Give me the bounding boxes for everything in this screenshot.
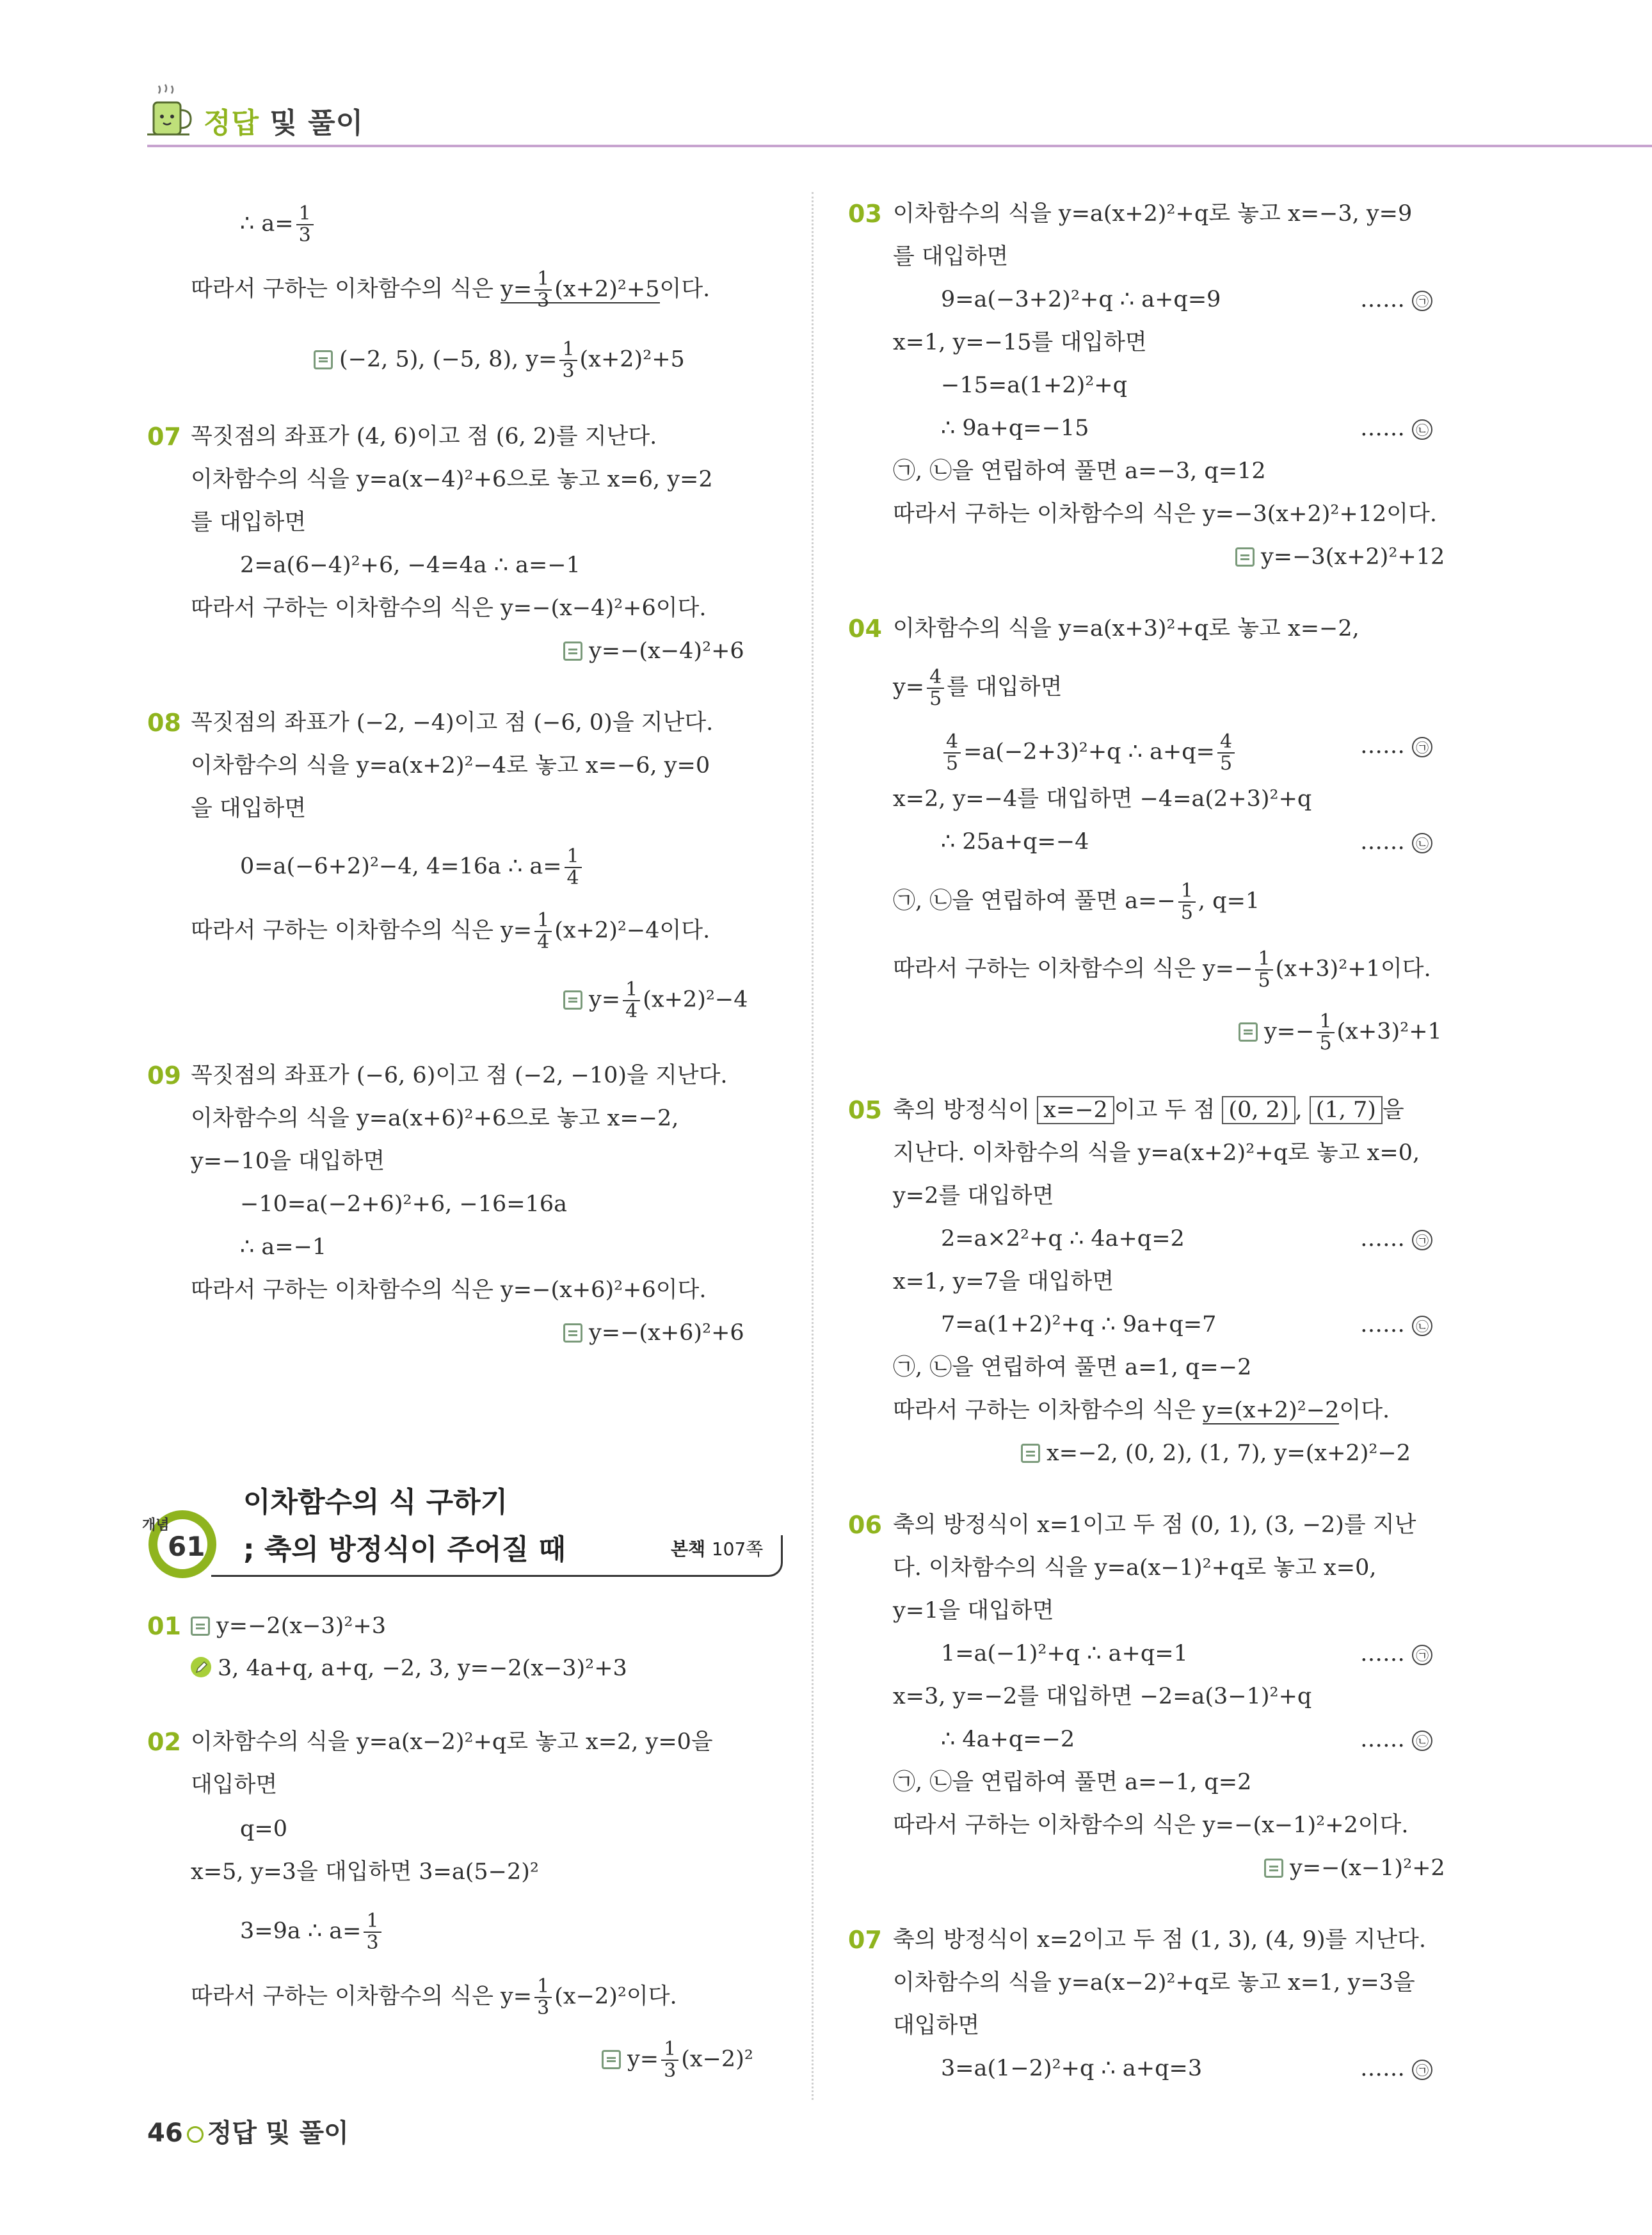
text-line: 축의 방정식이 x=1이고 두 점 (0, 1), (3, −2)를 지난: [893, 1512, 1416, 1538]
text-line: 축의 방정식이 x=2이고 두 점 (1, 3), (4, 9)를 지난다.: [893, 1927, 1426, 1953]
equation-marker: …… ㉠: [1360, 2054, 1432, 2083]
fill-in-note: 3, 4a+q, a+q, −2, 3, y=−2(x−3)²+3: [191, 1654, 627, 1682]
text-line: 이차함수의 식을 y=a(x+2)²−4로 놓고 x=−6, y=0: [191, 753, 710, 779]
fill-box: (0, 2): [1222, 1096, 1295, 1124]
equation-marker: …… ㉡: [1360, 1311, 1432, 1339]
answer-p08: y= $\frac{1}{4}$ (x+2)²−4: [563, 980, 748, 1022]
cont-line-1: ∴ a= $\frac{1}{3}$: [240, 204, 316, 246]
equation-line: ∴ 25a+q=−4: [941, 829, 1089, 855]
pencil-icon: [191, 1657, 211, 1677]
text-line: 지난다. 이차함수의 식을 y=a(x+2)²+q로 놓고 x=0,: [893, 1140, 1420, 1166]
equation-marker: …… ㉠: [1360, 286, 1432, 314]
problem-number: 03: [848, 200, 882, 228]
answer-p05: x=−2, (0, 2), (1, 7), y=(x+2)²−2: [1021, 1439, 1411, 1467]
answer-p07: y=−(x−4)²+6: [563, 637, 744, 665]
text-line: 축의 방정식이 x=−2 이고 두 점 (0, 2) , (1, 7) 을: [893, 1097, 1404, 1123]
page-header-title: 정답 및 풀이: [204, 107, 364, 140]
equation-line: ∴ 9a+q=−15: [941, 416, 1089, 441]
text-line: 따라서 구하는 이차함수의 식은 y=−(x−4)²+6이다.: [191, 595, 707, 621]
problem-number: 09: [147, 1061, 181, 1090]
text-line: ㉠, ㉡을 연립하여 풀면 a=1, q=−2: [893, 1355, 1252, 1380]
fill-box: (1, 7): [1310, 1096, 1383, 1124]
text-line: 따라서 구하는 이차함수의 식은 y=(x+2)²−2이다.: [893, 1398, 1390, 1423]
text-line: 이차함수의 식을 y=a(x+6)²+6으로 놓고 x=−2,: [191, 1106, 679, 1131]
text-line: x=1, y=−15를 대입하면: [893, 330, 1147, 355]
problem-number: 06: [848, 1511, 882, 1539]
answer-p04: y=− $\frac{1}{5}$ (x+3)²+1: [1239, 1012, 1442, 1054]
equation-line: $\frac{4}{5}$ =a(−2+3)²+q ∴ a+q= $\frac{4}{5}$: [941, 732, 1237, 774]
text-line: y=1을 대입하면: [893, 1598, 1054, 1624]
text-line: 따라서 구하는 이차함수의 식은 y=−(x−1)²+2이다.: [893, 1812, 1409, 1838]
answer-icon: [1264, 1859, 1283, 1878]
page-footer: [147, 2113, 349, 2149]
equation-marker: …… ㉠: [1360, 1640, 1432, 1668]
problem-number: 07: [848, 1926, 882, 1954]
equation-line: 3=9a ∴ a= $\frac{1}{3}$: [240, 1911, 384, 1953]
cont-line-2: 따라서 구하는 이차함수의 식은 y= $\frac{1}{3}$ (x+2)²+5이다.: [191, 268, 710, 312]
equation-line: ∴ a=−1: [240, 1234, 327, 1260]
equation-marker: …… ㉠: [1360, 732, 1432, 760]
text-line: 꼭짓점의 좌표가 (4, 6)이고 점 (6, 2)를 지난다.: [191, 424, 657, 449]
text-line: 따라서 구하는 이차함수의 식은 y=−(x+6)²+6이다.: [191, 1277, 707, 1303]
problem-number: 02: [147, 1728, 181, 1756]
text-line: 따라서 구하는 이차함수의 식은 y= $\frac{1}{4}$ (x+2)²−4이다.: [191, 909, 710, 953]
answer-icon: [563, 1323, 582, 1343]
answer-p09: y=−(x+6)²+6: [563, 1319, 744, 1347]
text-line: 이차함수의 식을 y=a(x+2)²+q로 놓고 x=−3, y=9: [893, 201, 1413, 227]
text-line: 따라서 구하는 이차함수의 식은 y= $\frac{1}{3}$ (x−2)²이다.: [191, 1975, 677, 2019]
text-line: 이차함수의 식을 y=a(x−4)²+6으로 놓고 x=6, y=2: [191, 467, 713, 492]
equation-line: 2=a(6−4)²+6, −4=4a ∴ a=−1: [240, 553, 581, 578]
text-line: x=5, y=3을 대입하면 3=a(5−2)²: [191, 1859, 539, 1885]
answer-icon: [191, 1617, 210, 1636]
problem-number: 01: [147, 1612, 181, 1640]
equation-line: −15=a(1+2)²+q: [941, 373, 1127, 398]
section-badge-number: 61: [168, 1531, 205, 1562]
text-line: 따라서 구하는 이차함수의 식은 y=− $\frac{1}{5}$ (x+3)²+1이다.: [893, 948, 1431, 992]
answer-icon: [1239, 1022, 1258, 1042]
equation-marker: …… ㉡: [1360, 828, 1432, 856]
footer-label: 정답 및 풀이: [207, 2118, 349, 2148]
answer-icon: [1235, 547, 1255, 567]
answer-icon: [1021, 1444, 1040, 1463]
equation-line: ∴ 4a+q=−2: [941, 1727, 1075, 1752]
text-line: 이차함수의 식을 y=a(x−2)²+q로 놓고 x=1, y=3을: [893, 1970, 1415, 1996]
text-line: x=1, y=7을 대입하면: [893, 1269, 1114, 1295]
text-line: 대입하면: [893, 2013, 980, 2038]
section-title: 이차함수의 식 구하기: [243, 1486, 508, 1519]
equation-marker: …… ㉡: [1360, 414, 1432, 442]
text-line: 따라서 구하는 이차함수의 식은 y=−3(x+2)²+12이다.: [893, 501, 1438, 527]
fill-box: x=−2: [1037, 1096, 1114, 1124]
equation-line: 1=a(−1)²+q ∴ a+q=1: [941, 1641, 1188, 1666]
equation-line: 2=a×2²+q ∴ 4a+q=2: [941, 1226, 1185, 1252]
problem-number: 07: [147, 423, 181, 451]
section-page-ref: 본책 107쪽: [671, 1538, 764, 1560]
text-line: 이차함수의 식을 y=a(x−2)²+q로 놓고 x=2, y=0을: [191, 1729, 713, 1755]
text-line: 을 대입하면: [191, 796, 307, 821]
answer-icon: [563, 641, 582, 661]
page-number: 46: [147, 2118, 183, 2148]
text-line: x=3, y=−2를 대입하면 −2=a(3−1)²+q: [893, 1684, 1312, 1709]
text-line: y=−10을 대입하면: [191, 1149, 385, 1174]
section-badge-label: 개념: [142, 1517, 170, 1533]
text-line: ㉠, ㉡을 연립하여 풀면 a=− $\frac{1}{5}$ , q=1: [893, 880, 1260, 924]
equation-line: 0=a(−6+2)²−4, 4=16a ∴ a= $\frac{1}{4}$: [240, 846, 584, 889]
text-line: 이차함수의 식을 y=a(x+3)²+q로 놓고 x=−2,: [893, 616, 1359, 641]
answer-icon: [563, 990, 582, 1010]
mug-logo-icon: [145, 81, 196, 145]
text-line: 를 대입하면: [893, 244, 1009, 270]
text-line: x=2, y=−4를 대입하면 −4=a(2+3)²+q: [893, 786, 1312, 812]
section-badge: [142, 1508, 218, 1578]
answer-p02: y= $\frac{1}{3}$ (x−2)²: [602, 2039, 753, 2081]
header-divider: [147, 145, 1652, 147]
problem-number: 04: [848, 615, 882, 643]
answer-icon: [602, 2050, 621, 2069]
text-line: 대입하면: [191, 1772, 278, 1798]
text-line: 꼭짓점의 좌표가 (−6, 6)이고 점 (−2, −10)을 지난다.: [191, 1063, 728, 1088]
text-line: ㉠, ㉡을 연립하여 풀면 a=−3, q=12: [893, 458, 1266, 484]
text-line: 다. 이차함수의 식을 y=a(x−1)²+q로 놓고 x=0,: [893, 1555, 1377, 1581]
text-line: 를 대입하면: [191, 510, 307, 535]
answer-p03: y=−3(x+2)²+12: [1235, 543, 1445, 571]
text-line: y=2를 대입하면: [893, 1183, 1054, 1209]
equation-marker: …… ㉠: [1360, 1225, 1432, 1253]
answer-p01: y=−2(x−3)²+3: [191, 1612, 386, 1640]
fraction: $\frac{1}{3}$: [296, 204, 314, 246]
answer-icon: [314, 350, 333, 369]
problem-number: 08: [147, 709, 181, 737]
text-line: y= $\frac{4}{5}$ 를 대입하면: [893, 666, 1063, 710]
equation-line: 9=a(−3+2)²+q ∴ a+q=9: [941, 287, 1221, 312]
equation-line: q=0: [240, 1816, 287, 1842]
footer-dot-icon: [187, 2126, 204, 2143]
equation-line: 3=a(1−2)²+q ∴ a+q=3: [941, 2056, 1203, 2081]
problem-number: 05: [848, 1096, 882, 1124]
section-subtitle: ; 축의 방정식이 주어질 때: [243, 1533, 566, 1566]
equation-line: 7=a(1+2)²+q ∴ 9a+q=7: [941, 1312, 1217, 1337]
text-line: ㉠, ㉡을 연립하여 풀면 a=−1, q=2: [893, 1770, 1252, 1795]
answer-p06: y=−(x−1)²+2: [1264, 1854, 1445, 1882]
equation-marker: …… ㉡: [1360, 1725, 1432, 1754]
equation-line: −10=a(−2+6)²+6, −16=16a: [240, 1191, 568, 1217]
answer-cont: (−2, 5), (−5, 8), y= $\frac{1}{3}$ (x+2)²+5: [314, 339, 685, 382]
text-line: 꼭짓점의 좌표가 (−2, −4)이고 점 (−6, 0)을 지난다.: [191, 710, 714, 736]
column-divider: [812, 192, 814, 2100]
